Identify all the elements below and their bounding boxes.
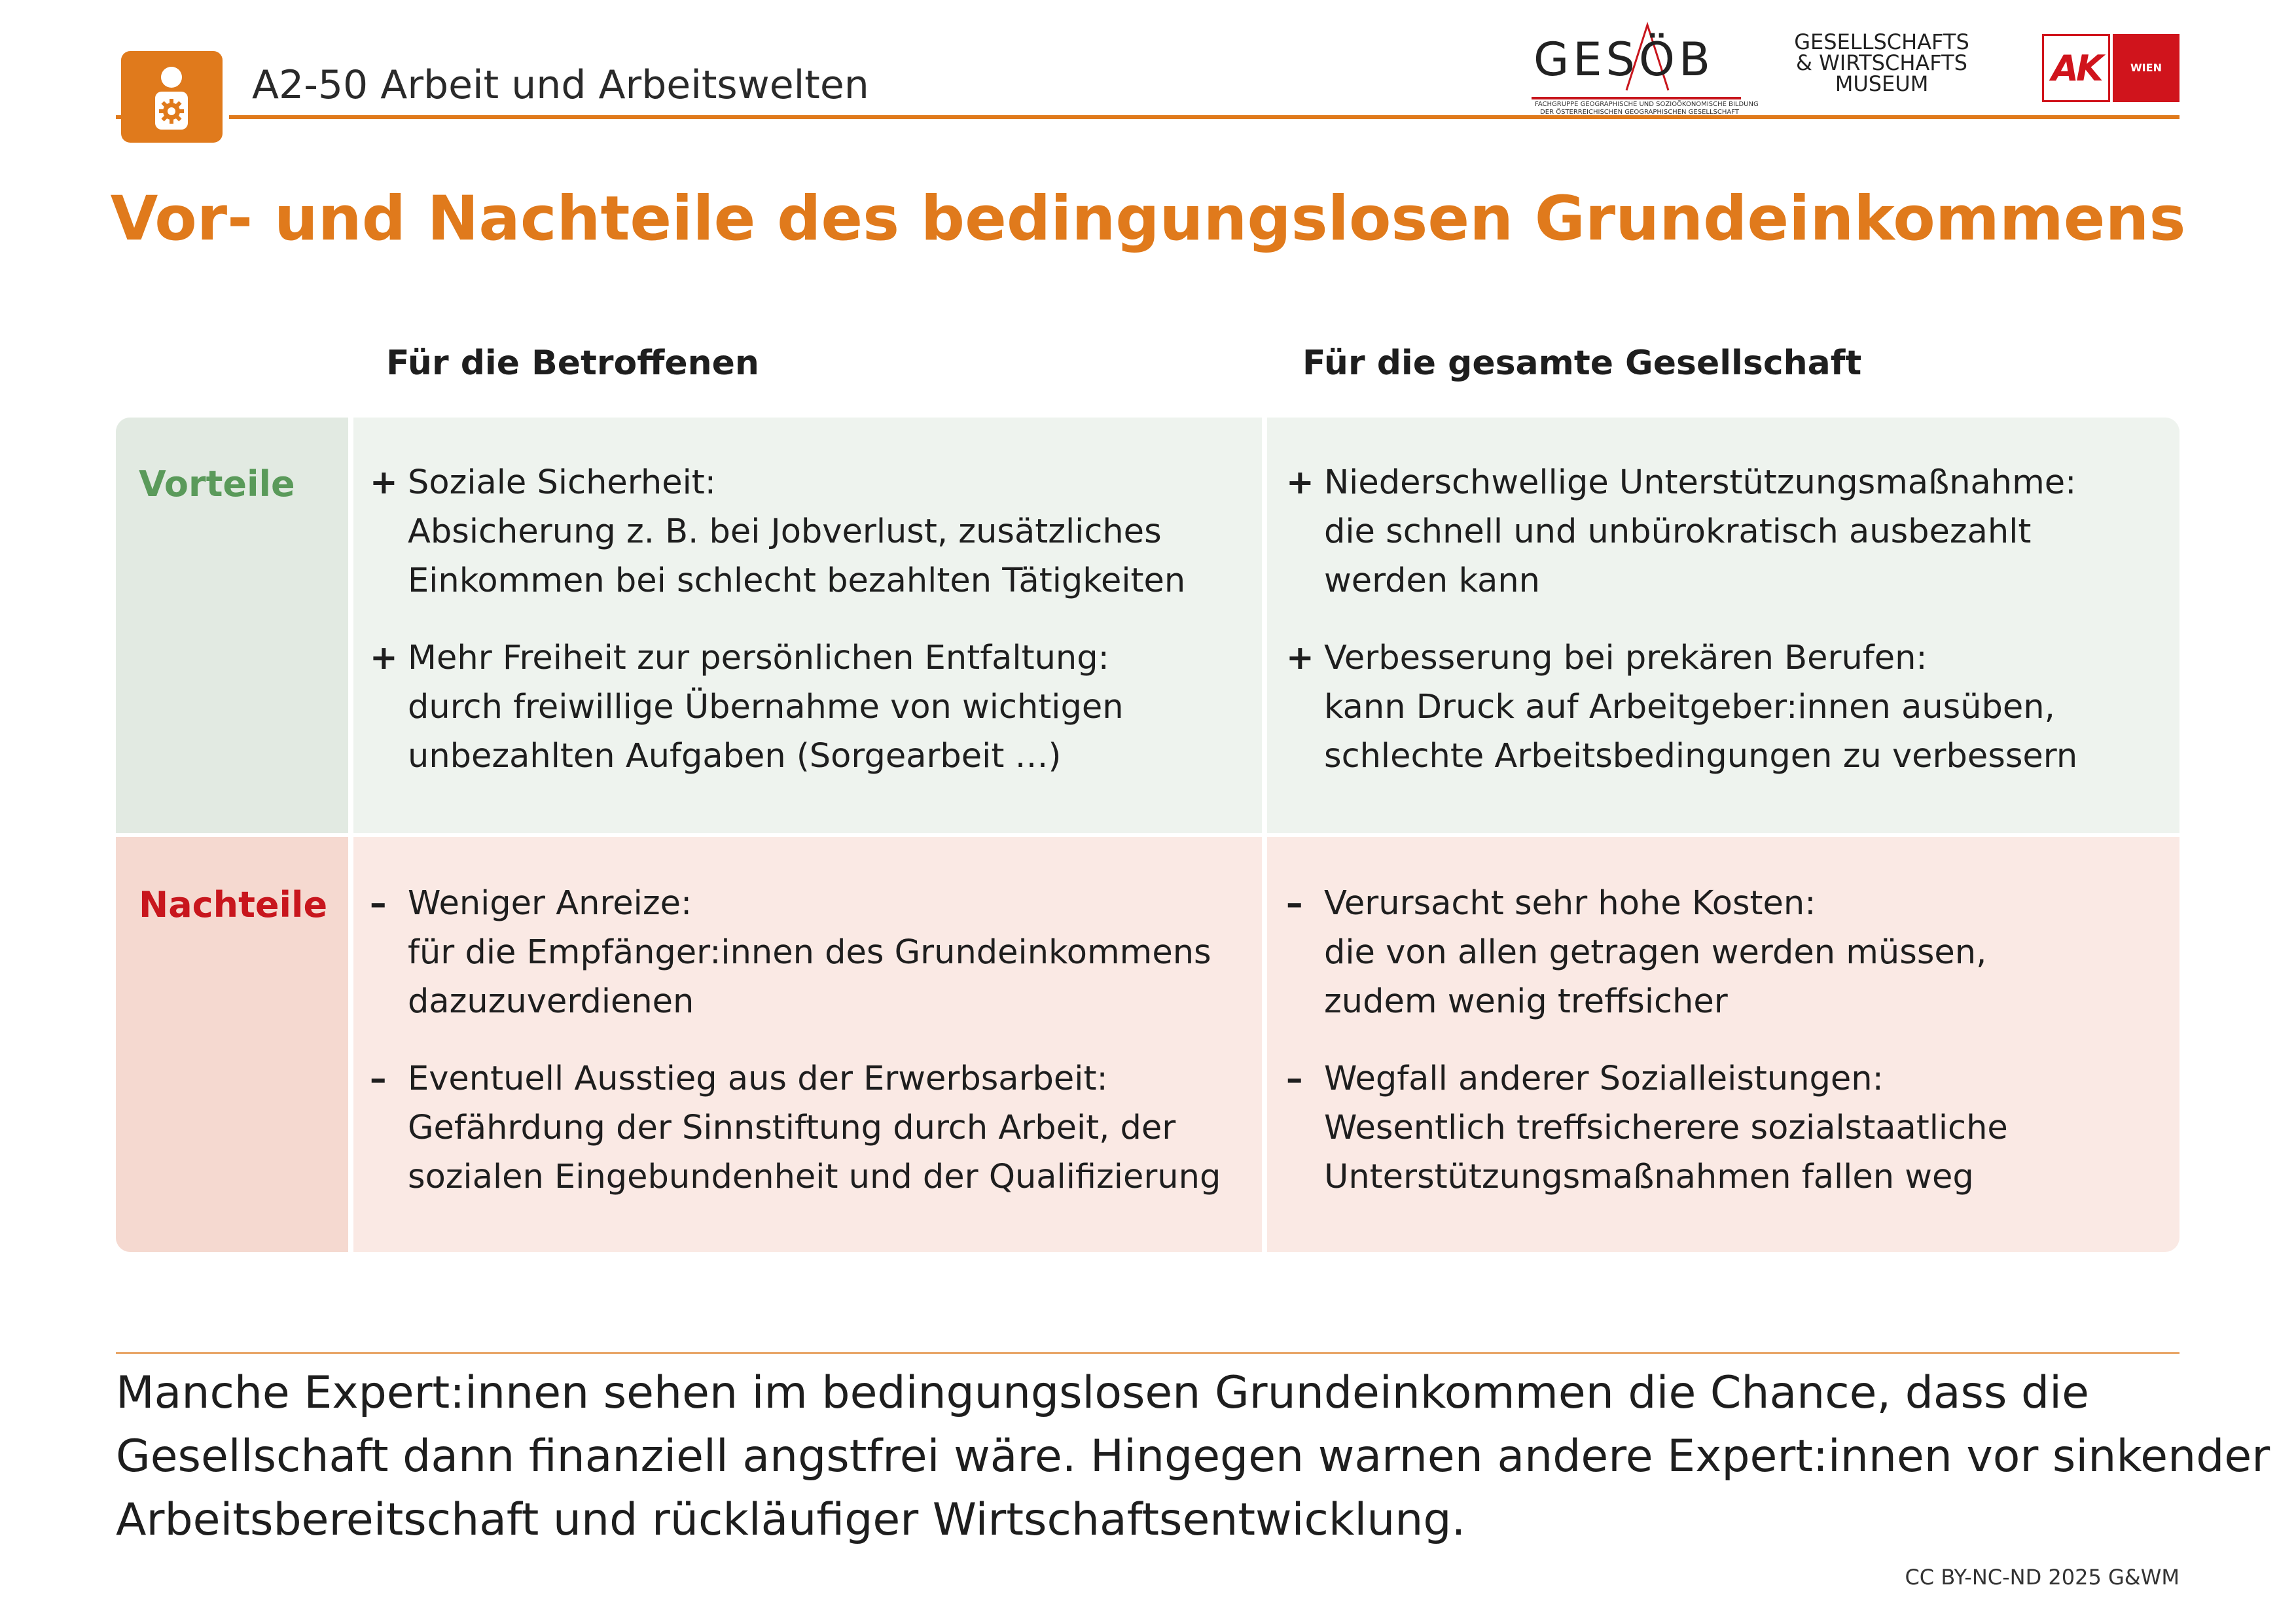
- footer-paragraph: [116, 1361, 2270, 1552]
- item-heading: Mehr Freiheit zur persönlichen Entfaltung:: [408, 639, 1109, 677]
- plus-icon: +: [370, 639, 398, 677]
- item-line: dazuzuverdienen: [408, 982, 694, 1021]
- minus-icon: –: [1286, 884, 1303, 923]
- item-line: unbezahlten Aufgaben (Sorgearbeit …): [408, 737, 1062, 776]
- item-line: die schnell und unbürokratisch ausbezahlt: [1324, 512, 2032, 551]
- minus-icon: –: [370, 1060, 387, 1098]
- footer-line: Gesellschaft dann finanziell angstfrei wäre. Hingegen warnen andere Expert:innen vor sinkender: [116, 1431, 2270, 1482]
- row-label-vorteile: Vorteile: [139, 463, 295, 505]
- museum-line-1: GESELLSCHAFTS: [1794, 29, 1969, 54]
- gesoeb-wordmark: GESÖB: [1534, 33, 1715, 86]
- item-line: werden kann: [1324, 562, 1540, 600]
- column-header-society: Für die gesamte Gesellschaft: [1302, 344, 1862, 383]
- gesoeb-subline-1: FACHGRUPPE GEOGRAPHISCHE UND SOZIOÖKONOMISCHE BILDUNG: [1535, 101, 1759, 108]
- plus-icon: +: [1286, 463, 1314, 502]
- footer-rule: [116, 1352, 2179, 1354]
- item-heading: Verursacht sehr hohe Kosten:: [1324, 884, 1816, 923]
- item-line: sozialen Eingebundenheit und der Qualifizierung: [408, 1158, 1221, 1196]
- item-line: für die Empfänger:innen des Grundeinkommens: [408, 933, 1211, 972]
- item-line: Absicherung z. B. bei Jobverlust, zusätzliches: [408, 512, 1162, 551]
- minus-icon: –: [1286, 1060, 1303, 1098]
- item-line: Wesentlich treffsicherere sozialstaatliche: [1324, 1109, 2008, 1147]
- footer-line: Arbeitsbereitschaft und rückläufiger Wirtschaftsentwicklung.: [116, 1494, 1466, 1546]
- item-heading: Soziale Sicherheit:: [408, 463, 716, 502]
- museum-line-2: & WIRTSCHAFTS: [1796, 50, 1967, 75]
- footer-line: Manche Expert:innen sehen im bedingungslosen Grundeinkommen die Chance, dass die: [116, 1367, 2089, 1419]
- item-line: schlechte Arbeitsbedingungen zu verbessern: [1324, 737, 2078, 776]
- column-header-affected: Für die Betroffenen: [386, 344, 759, 383]
- column-divider-2: [1262, 418, 1267, 1252]
- ak-wien-logo: [2042, 34, 2179, 102]
- copyright-note: CC BY-NC-ND 2025 G&WM: [1905, 1565, 2179, 1590]
- header-rule: [229, 115, 2179, 119]
- item-line: kann Druck auf Arbeitgeber:innen ausüben,: [1324, 688, 2055, 726]
- ak-mark-text: AK: [2051, 48, 2101, 89]
- unit-title: A2-50 Arbeit und Arbeitswelten: [252, 62, 869, 108]
- item-line: Einkommen bei schlecht bezahlten Tätigkeiten: [408, 562, 1186, 600]
- column-divider-1: [348, 418, 353, 1252]
- museum-line-3: MUSEUM: [1835, 71, 1929, 96]
- topic-badge: [121, 51, 223, 143]
- item-heading: Wegfall anderer Sozialleistungen:: [1324, 1060, 1884, 1098]
- wien-mark: [2113, 34, 2179, 102]
- person-gear-icon: [121, 51, 223, 143]
- row-divider: [116, 833, 2179, 837]
- wien-mark-text: WIEN: [2130, 62, 2162, 74]
- museum-logo: [1790, 31, 1973, 110]
- page-title: Vor- und Nachteile des bedingungslosen Grundeinkommens: [110, 183, 2186, 255]
- item-line: durch freiwillige Übernahme von wichtigen: [408, 688, 1124, 726]
- item-heading: Weniger Anreize:: [408, 884, 692, 923]
- item-heading: Niederschwellige Unterstützungsmaßnahme:: [1324, 463, 2077, 502]
- item-heading: Verbesserung bei prekären Berufen:: [1324, 639, 1928, 677]
- item-line: Gefährdung der Sinnstiftung durch Arbeit, der: [408, 1109, 1176, 1147]
- pros-cons-table: [116, 418, 2179, 1252]
- ak-mark: [2042, 34, 2110, 102]
- item-line: die von allen getragen werden müssen,: [1324, 933, 1987, 972]
- item-heading: Eventuell Ausstieg aus der Erwerbsarbeit:: [408, 1060, 1108, 1098]
- plus-icon: +: [1286, 639, 1314, 677]
- item-line: Unterstützungsmaßnahmen fallen weg: [1324, 1158, 1974, 1196]
- minus-icon: –: [370, 884, 387, 923]
- gesoeb-underline: [1532, 97, 1741, 99]
- row-label-nachteile: Nachteile: [139, 884, 328, 925]
- header-rule-left: [116, 115, 122, 119]
- gesoeb-logo: [1528, 20, 1759, 116]
- gesoeb-subline-2: DER ÖSTERREICHISCHEN GEOGRAPHISCHEN GESELLSCHAFT: [1540, 109, 1739, 116]
- plus-icon: +: [370, 463, 398, 502]
- item-line: zudem wenig treffsicher: [1324, 982, 1728, 1021]
